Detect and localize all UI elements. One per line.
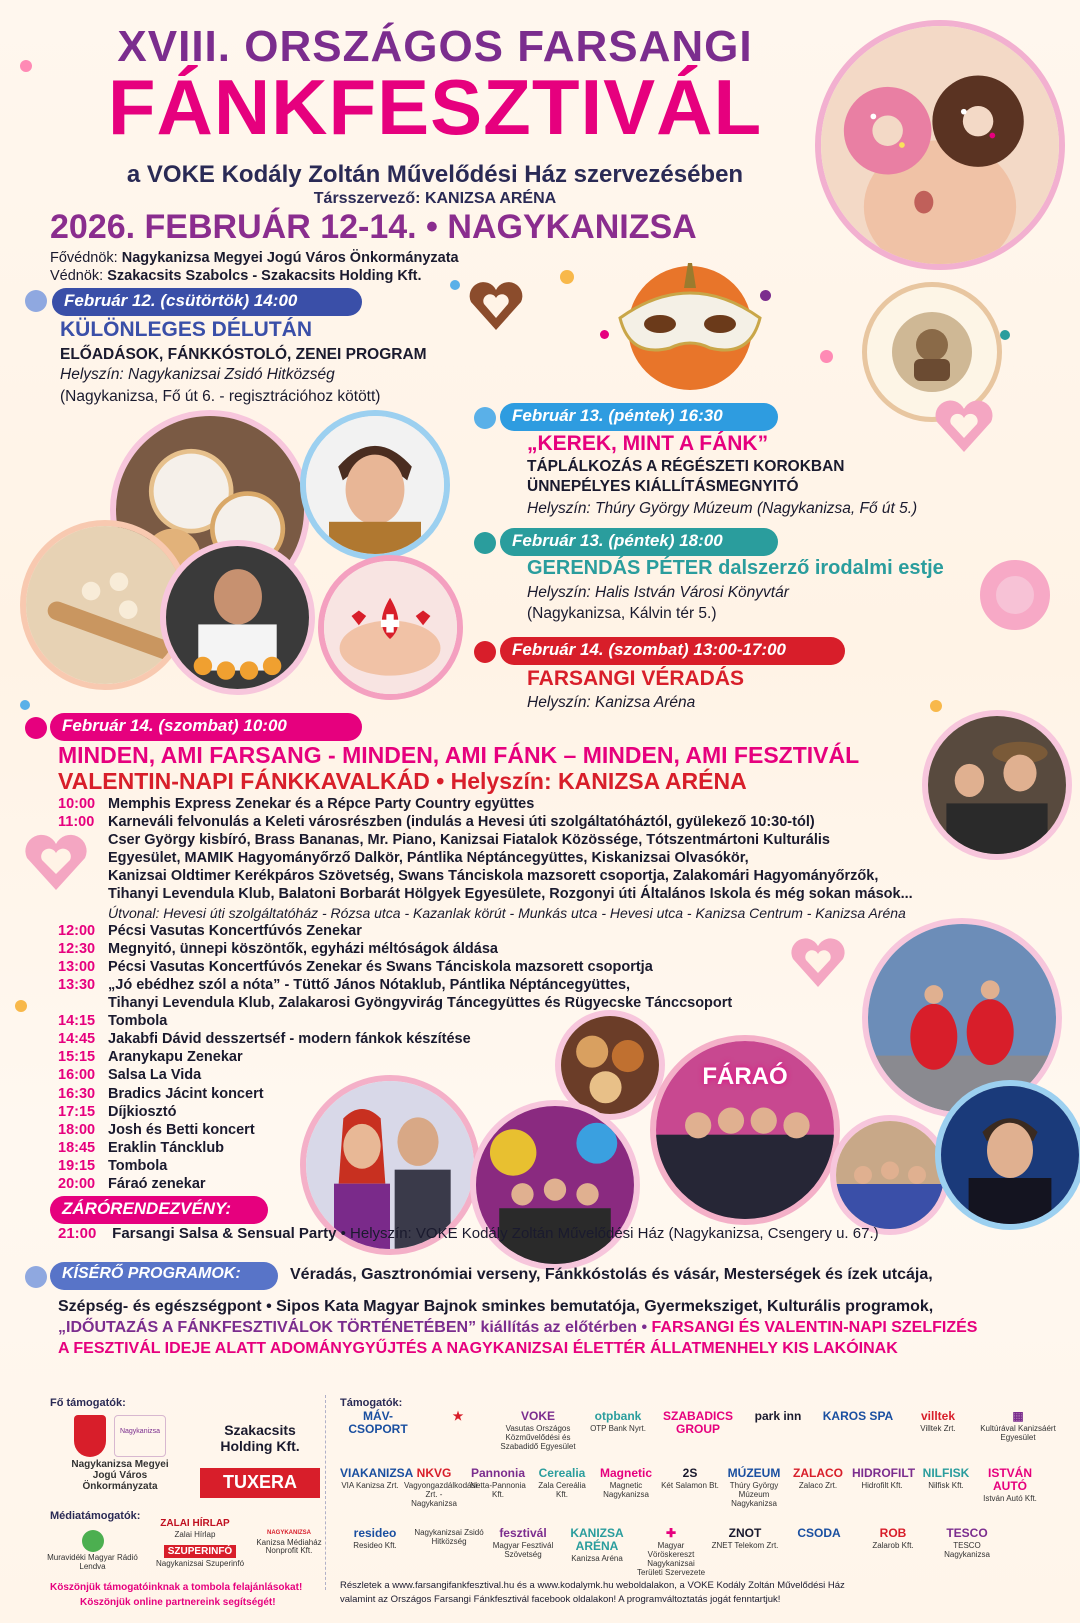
closing-head: ZÁRÓRENDEZVÉNY: [50, 1196, 268, 1224]
confetti-dot [15, 1000, 27, 1012]
schedule-continuation: Tihanyi Levendula Klub, Zalakarosi Gyöngyvirág Táncegyüttes és Rügyecske Tánccsoport [108, 995, 733, 1012]
supporter-name: Netta-Pannonia Kft. [470, 1481, 526, 1499]
schedule-time: 18:45 [58, 1139, 96, 1156]
schedule-row [58, 976, 898, 994]
side-programs-head: KÍSÉRŐ PROGRAMOK: [50, 1262, 278, 1290]
supporter-logo-item [340, 1466, 414, 1491]
event-1-title: KÜLÖNLEGES DÉLUTÁN [60, 318, 312, 341]
parade-participants-line: Egyesület, MAMIK Hagyományőrző Dalkör, Pántlika Néptáncegyüttes, Kiskanizsai Olvasókör, [108, 850, 749, 867]
supporter-logo-item [858, 1527, 928, 1551]
supporter-name: Thúry György Múzeum Nagykanizsa [729, 1481, 779, 1508]
confetti-dot [930, 700, 942, 712]
supporter-logo-item [724, 1467, 784, 1509]
chef-photo [160, 540, 315, 695]
schedule-desc: Salsa La Vida [108, 1067, 202, 1084]
event-4-title: FARSANGI VÉRADÁS [527, 667, 745, 690]
schedule-desc: Tombola [108, 1013, 168, 1030]
event-1-line-2: Helyszín: Nagykanizsai Zsidó Hitközség [60, 366, 335, 383]
supporter-logo-item [468, 1467, 528, 1500]
schedule-row [58, 958, 898, 976]
supporter-logo-text: MÚZEUM [727, 1466, 781, 1480]
event-4-dot [474, 641, 496, 663]
event-2-line-1 [527, 458, 844, 476]
schedule-row [58, 1012, 898, 1030]
schedule-desc: „Jó ebédhez szól a nóta” - Tüttő János Nótaklub, Pántlika Néptáncegyüttes, [108, 976, 631, 993]
supporter-logo-item [852, 1466, 916, 1491]
supporter-logo-item [580, 1410, 656, 1434]
exhibition-text: „IDŐUTAZÁS A FÁNKFESZTIVÁLOK TÖRTÉNETÉBEN” kiállítás az előtérben • [58, 1319, 648, 1336]
supporter-name: Vasutas Országos Közművelődési és Szabadidő Egyesület [500, 1424, 576, 1451]
schedule-desc: Pécsi Vasutas Koncertfúvós Zenekar [108, 922, 362, 939]
patron-label: Fővédnök: [50, 250, 118, 266]
supporter-logo-text: KANIZSA ARÉNA [570, 1526, 624, 1554]
thanks-line-1: Köszönjük támogatóinknak a tombola felajánlásokat! [50, 1582, 303, 1593]
event-5-date: Február 14. (szombat) 10:00 [50, 713, 362, 741]
supporter-name: Zala Cereália Kft. [538, 1481, 586, 1499]
details-line-2: valamint az Országos Farsangi Fánkfesztivál facebook oldalakon! A programváltoztatás jogát fenntartjuk! [340, 1594, 781, 1605]
schedule-time: 18:00 [58, 1121, 96, 1138]
supporter-name: Zalarob Kft. [872, 1541, 914, 1551]
supporter-logo-text: ★ [452, 1409, 464, 1423]
event-5-title-2: VALENTIN-NAPI FÁNKKAVALKÁD • Helyszín: KANIZSA ARÉNA [58, 768, 747, 794]
event-2-program-2: ÜNNEPÉLYES KIÁLLÍTÁSMEGNYITÓ [527, 478, 799, 495]
supporter-name: Magyar Fesztivál Szövetség [492, 1541, 554, 1559]
closing-time: 21:00 [58, 1225, 97, 1242]
event-4-date: Február 14. (szombat) 13:00-17:00 [500, 637, 845, 665]
supporter-logo-text: VIAKANIZSA [340, 1466, 414, 1480]
patron-name: Szakacsits Szabolcs - Szakacsits Holding Kft. [107, 268, 422, 284]
schedule-row [58, 813, 898, 831]
supporter-logo-text: 2S [682, 1466, 698, 1480]
supporter-logo-text: ✚ [665, 1526, 677, 1540]
patron-label: Védnök: [50, 268, 104, 284]
supporter-logo-item [820, 1410, 896, 1425]
thanks-line-2: Köszönjük online partnereink segítségét! [80, 1597, 276, 1608]
supporter-logo-item [500, 1410, 576, 1452]
sponsor-logo: ZALAI HÍRLAP [160, 1518, 230, 1529]
supporter-logo-text: park inn [754, 1409, 802, 1423]
supporter-logo-item [900, 1410, 976, 1434]
festival-name-title: FÁNKFESZTIVÁL [107, 63, 763, 151]
schedule-desc: Bradics Jácint koncert [108, 1085, 264, 1102]
supporter-logo-item [596, 1467, 656, 1500]
heart-donut-icon [22, 832, 90, 892]
faraó-label: FÁRAÓ [702, 1063, 788, 1090]
supporter-logo-text: fesztivál [499, 1526, 547, 1540]
sponsor-name: Zalai Hírlap [174, 1530, 216, 1539]
supporter-name: Magyar Vöröskereszt Nagykanizsai Területi Szervezete [636, 1541, 706, 1577]
supporter-name: Zalaco Zrt. [798, 1481, 838, 1491]
heart-donut-icon [466, 280, 526, 332]
sponsor-logo: SZUPERINFÓ [164, 1545, 236, 1558]
supporter-name: Kultúrával Kanizsáért Egyesület [980, 1424, 1056, 1442]
sponsor-tuxera: TUXERA [200, 1468, 320, 1498]
supporter-name: István Autó Kft. [983, 1494, 1037, 1504]
schedule-desc: Memphis Express Zenekar és a Répce Party Country együttes [108, 796, 535, 812]
sponsor-location: Lendva [79, 1561, 106, 1571]
supporter-logo-text: ▦ [1012, 1409, 1024, 1423]
schedule-time: 13:30 [58, 976, 96, 993]
sponsor-logo: NAGYKANIZSA [266, 1530, 311, 1536]
supporter-logo-item [932, 1527, 1002, 1560]
supporter-logo-text: CSODA [797, 1526, 841, 1540]
band-group-photo [470, 1100, 640, 1270]
sponsor-name: Muravidéki Magyar Rádió [47, 1553, 138, 1562]
sponsor-divider [325, 1395, 326, 1590]
supporter-logo-item [916, 1467, 976, 1491]
supporter-name: Nagykanizsai Zsidó Hitközség [414, 1528, 484, 1546]
young-singer-photo [935, 1080, 1080, 1230]
supporter-logo-text: Pannonia [470, 1466, 525, 1480]
event-4-line-1: Helyszín: Kanizsa Aréna [527, 694, 696, 711]
patron-name: Nagykanizsa Megyei Jogú Város Önkormányzata [121, 250, 459, 266]
schedule-desc: Díjkiosztó [108, 1103, 177, 1120]
supporter-logo-item [420, 1410, 496, 1425]
supporter-logo-item [660, 1467, 720, 1491]
supporter-logo-item [740, 1410, 816, 1425]
supporter-logo-item [532, 1467, 592, 1500]
supporter-logo-text: VOKE [520, 1409, 555, 1423]
schedule-time: 13:00 [58, 958, 96, 975]
closing-venue: • Helyszín: VOKE Kodály Zoltán Művelődési Ház (Nagykanizsa, Csengery u. 67.) [340, 1225, 879, 1242]
supporter-logo-item [784, 1527, 854, 1542]
supporter-logo-text: MÁV-CSOPORT [348, 1409, 408, 1437]
supporter-name: ZNET Telekom Zrt. [711, 1541, 779, 1551]
supporter-name: Hidrofilt Kft. [861, 1481, 903, 1491]
event-2-line-3: Helyszín: Thúry György Múzeum (Nagykanizsa, Fő út 5.) [527, 500, 918, 517]
organizer-line: a VOKE Kodály Zoltán Művelődési Ház szervezésében [126, 161, 744, 188]
schedule-desc: Megnyitó, ünnepi köszöntők, egyházi méltóságok áldása [108, 940, 498, 957]
event-3-line-2: (Nagykanizsa, Kálvin tér 5.) [527, 605, 717, 622]
supporter-logo-text: resideo [353, 1526, 397, 1540]
supporter-logo-text: Cerealia [538, 1466, 586, 1480]
sponsor-szuperinfo [150, 1545, 250, 1569]
nagykanizsa-crest-icon [55, 1415, 185, 1457]
schedule-time: 16:30 [58, 1085, 96, 1102]
schedule-time: 20:00 [58, 1175, 96, 1192]
sponsor-name: Nagykanizsai Szuperinfó [155, 1559, 245, 1568]
schedule-desc: Josh és Betti koncert [108, 1121, 255, 1138]
side-programs-line-1: Véradás, Gasztronómiai verseny, Fánkkóstolás és vásár, Mesterségek és ízek utcája, [290, 1266, 933, 1283]
carnival-mask-icon [600, 248, 780, 398]
schedule-time: 12:00 [58, 922, 96, 939]
schedule-desc: Karneváli felvonulás a Keleti városrészben (indulás a Hevesi úti szolgáltatóháztól, gyülekező 10:30-tól) [108, 814, 815, 831]
parade-participants-line: Kanizsai Oldtimer Kerékpáros Szövetség, Swans Tánciskola mazsorett csoportja, Zalakomári Hagyományőrzők, [108, 868, 879, 885]
supporter-logo-item [340, 1410, 416, 1438]
schedule-desc: Jakabfi Dávid desszertséf - modern fánkok készítése [108, 1031, 471, 1048]
supporter-logo-item [980, 1410, 1056, 1443]
side-programs-dot [25, 1266, 47, 1288]
schedule-time: 16:00 [58, 1067, 96, 1084]
supporter-logo-item [710, 1527, 780, 1551]
supporter-logo-text: ZNOT [728, 1526, 762, 1540]
supporter-logo-item [562, 1527, 632, 1564]
supporter-logo-text: villtek [920, 1409, 956, 1423]
confetti-dot [20, 700, 30, 710]
details-line-1: Részletek a www.farsangifankfesztival.hu és a www.kodalymk.hu weboldalakon, a VOKE Kodály Zoltán Művelődési Ház [340, 1580, 845, 1591]
confetti-dot [450, 280, 460, 290]
supporter-logo-text: ROB [879, 1526, 907, 1540]
side-programs-line-2: Szépség- és egészségpont • Sipos Kata Magyar Bajnok sminkes bemutatója, Gyermeksziget, Kulturális programok, [58, 1298, 934, 1315]
supporter-logo-item [340, 1527, 410, 1551]
event-3-line-1: Helyszín: Halis István Városi Könyvtár [527, 584, 789, 601]
media-sponsors-label: Médiatámogatók: [50, 1510, 141, 1522]
supporter-logo-item [980, 1467, 1040, 1504]
supporter-name: Vagyongazdálkodási Zrt. - Nagykanizsa [404, 1481, 478, 1508]
sponsor-szakacsits: Szakacsits Holding Kft. [220, 1422, 300, 1454]
event-1-dot [25, 290, 47, 312]
supporter-logo-text: NKVG [416, 1466, 452, 1480]
parade-participants-line: Cser György kisbíró, Brass Bananas, Mr. Piano, Kanizsai Fiatalok Közössége, Tótszentmártoni Kulturális [108, 832, 830, 849]
supporter-logo-item [660, 1410, 736, 1438]
child-donut-eyes-photo [815, 20, 1065, 270]
event-3-date: Február 13. (péntek) 18:00 [500, 528, 778, 556]
supporter-logo-text: NILFISK [922, 1466, 970, 1480]
event-1-program: ELŐADÁSOK, FÁNKKÓSTOLÓ, ZENEI PROGRAM [60, 346, 427, 363]
schedule-desc: Tombola [108, 1157, 168, 1174]
supporter-logo-text: KAROS SPA [822, 1409, 894, 1423]
sponsor-zalai-hirlap [160, 1518, 230, 1540]
supporter-logo-text: otpbank [594, 1409, 642, 1423]
confetti-dot [20, 60, 32, 72]
country-band-photo [922, 710, 1072, 860]
patron-line-1 [50, 250, 459, 266]
event-1-line-1 [60, 346, 427, 364]
supporter-logo-item [636, 1527, 706, 1577]
event-3-dot [474, 532, 496, 554]
supporter-name: Resideo Kft. [353, 1541, 397, 1551]
supporter-logo-text: ISTVÁN AUTÓ [987, 1466, 1032, 1494]
supporters-label: Támogatók: [340, 1397, 403, 1409]
event-2-date: Február 13. (péntek) 16:30 [500, 403, 778, 431]
schedule-row [58, 795, 898, 813]
event-1-date: Február 12. (csütörtök) 14:00 [52, 288, 362, 316]
schedule-time: 17:15 [58, 1103, 96, 1120]
parade-participants-line: Tihanyi Levendula Klub, Balatoni Borbarát Hölgyek Egyesülete, Rozgonyi úti Általános Iskola és még sokan mások... [108, 886, 913, 903]
confetti-dot [1000, 330, 1010, 340]
supporter-logo-text: TESCO [946, 1526, 988, 1540]
schedule-time: 14:15 [58, 1013, 96, 1030]
parade-route: Útvonal: Hevesi úti szolgáltatóház - Rózsa utca - Kazanlak körút - Munkás utca - Hevesi utca - Kanizsa Centrum - Kanizsa Aréna [108, 904, 906, 921]
supporter-logo-text: Magnetic [599, 1466, 652, 1480]
main-sponsors-label: Fő támogatók: [50, 1397, 126, 1409]
sponsor-muravideki [45, 1530, 140, 1572]
event-5-title-1: MINDEN, AMI FARSANG - MINDEN, AMI FÁNK – MINDEN, AMI FESZTIVÁL [58, 742, 860, 768]
radio-logo-icon [82, 1530, 104, 1552]
schedule-desc: Eraklin Táncklub [108, 1139, 225, 1156]
event-2-line-2 [527, 478, 799, 496]
event-5-dot [25, 717, 47, 739]
supporter-name: Kanizsa Aréna [571, 1554, 623, 1564]
schedule-desc: Fáraó zenekar [108, 1175, 206, 1192]
event-2-dot [474, 407, 496, 429]
supporter-name: Két Salamon Bt. [661, 1481, 719, 1491]
nagykanizsa-logo-text: Nagykanizsa [114, 1415, 166, 1457]
festival-edition-title: XVIII. ORSZÁGOS FARSANGI [117, 22, 753, 71]
sponsor-name: Nagykanizsa Megyei Jogú Város Önkormányzata [71, 1459, 169, 1492]
schedule-time: 11:00 [58, 814, 95, 831]
supporter-logo-item [788, 1467, 848, 1491]
schedule-time: 14:45 [58, 1031, 96, 1048]
supporter-logo-item [488, 1527, 558, 1560]
co-organizer-line: Társszervező: KANIZSA ARÉNA [313, 190, 557, 207]
sponsor-name: Kanizsa Médiaház Nonprofit Kft. [256, 1537, 322, 1556]
supporter-name: Magnetic Nagykanizsa [603, 1481, 649, 1499]
supporter-name: VIA Kanizsa Zrt. [341, 1481, 399, 1491]
supporter-logo-text: HIDROFILT [852, 1466, 916, 1480]
event-2-program: TÁPLÁLKOZÁS A RÉGÉSZETI KOROKBAN [527, 458, 845, 475]
schedule-time: 10:00 [58, 796, 96, 812]
supporter-name: Nilfisk Kft. [928, 1481, 964, 1491]
event-3-title: GERENDÁS PÉTER dalszerző irodalmi estje [527, 557, 944, 579]
schedule-time: 19:15 [58, 1157, 96, 1174]
patron-line-2 [50, 268, 422, 284]
sponsor-kanizsa-mediahaz [250, 1530, 328, 1556]
carnival-crowd-photo [830, 1115, 950, 1235]
donation-text: A FESZTIVÁL IDEJE ALATT ADOMÁNYGYŰJTÉS A NAGYKANIZSAI ÉLETTÉR ÁLLATMENHELY KIS LAKÓINAK [58, 1340, 898, 1357]
confetti-dot [820, 350, 833, 363]
supporter-name: Villtek Zrt. [920, 1424, 956, 1434]
side-programs-line-3 [58, 1317, 1048, 1338]
closing-event: Farsangi Salsa & Sensual Party [112, 1225, 337, 1242]
schedule-desc: Aranykapu Zenekar [108, 1049, 243, 1066]
supporter-logo-item [414, 1527, 484, 1547]
supporter-logo-text: ZALACO [793, 1466, 843, 1480]
schedule-time: 15:15 [58, 1049, 96, 1066]
supporter-name: TESCO Nagykanizsa [944, 1541, 990, 1559]
singer-portrait-photo [300, 410, 450, 560]
schedule-row [58, 940, 898, 958]
faraó-band-photo [650, 1035, 840, 1225]
heart-donut-icon [932, 398, 996, 454]
schedule-row [58, 922, 898, 940]
event-1-line-3: (Nagykanizsa, Fő út 6. - regisztrációhoz kötött) [60, 388, 381, 405]
sponsor-nagykanizsa [55, 1415, 185, 1492]
heart-donut-icon [788, 935, 848, 989]
event-2-title: „KEREK, MINT A FÁNK” [527, 432, 769, 455]
supporter-logo-item [404, 1466, 478, 1509]
donut-decoration [980, 560, 1050, 630]
closing-event-line [58, 1225, 879, 1242]
selfie-text: FARSANGI ÉS VALENTIN-NAPI SZELFIZÉS [651, 1319, 978, 1336]
supporter-name: OTP Bank Nyrt. [590, 1424, 646, 1434]
blood-donation-hands-photo [318, 555, 463, 700]
schedule-time: 12:30 [58, 940, 96, 957]
festival-date: 2026. FEBRUÁR 12-14. • NAGYKANIZSA [50, 208, 697, 246]
side-programs-body [58, 1296, 1048, 1359]
confetti-dot [560, 270, 574, 284]
supporter-logo-text: SZABADICS GROUP [662, 1409, 733, 1437]
schedule-desc: Pécsi Vasutas Koncertfúvós Zenekar és Swans Tánciskola mazsorett csoportja [108, 958, 653, 975]
